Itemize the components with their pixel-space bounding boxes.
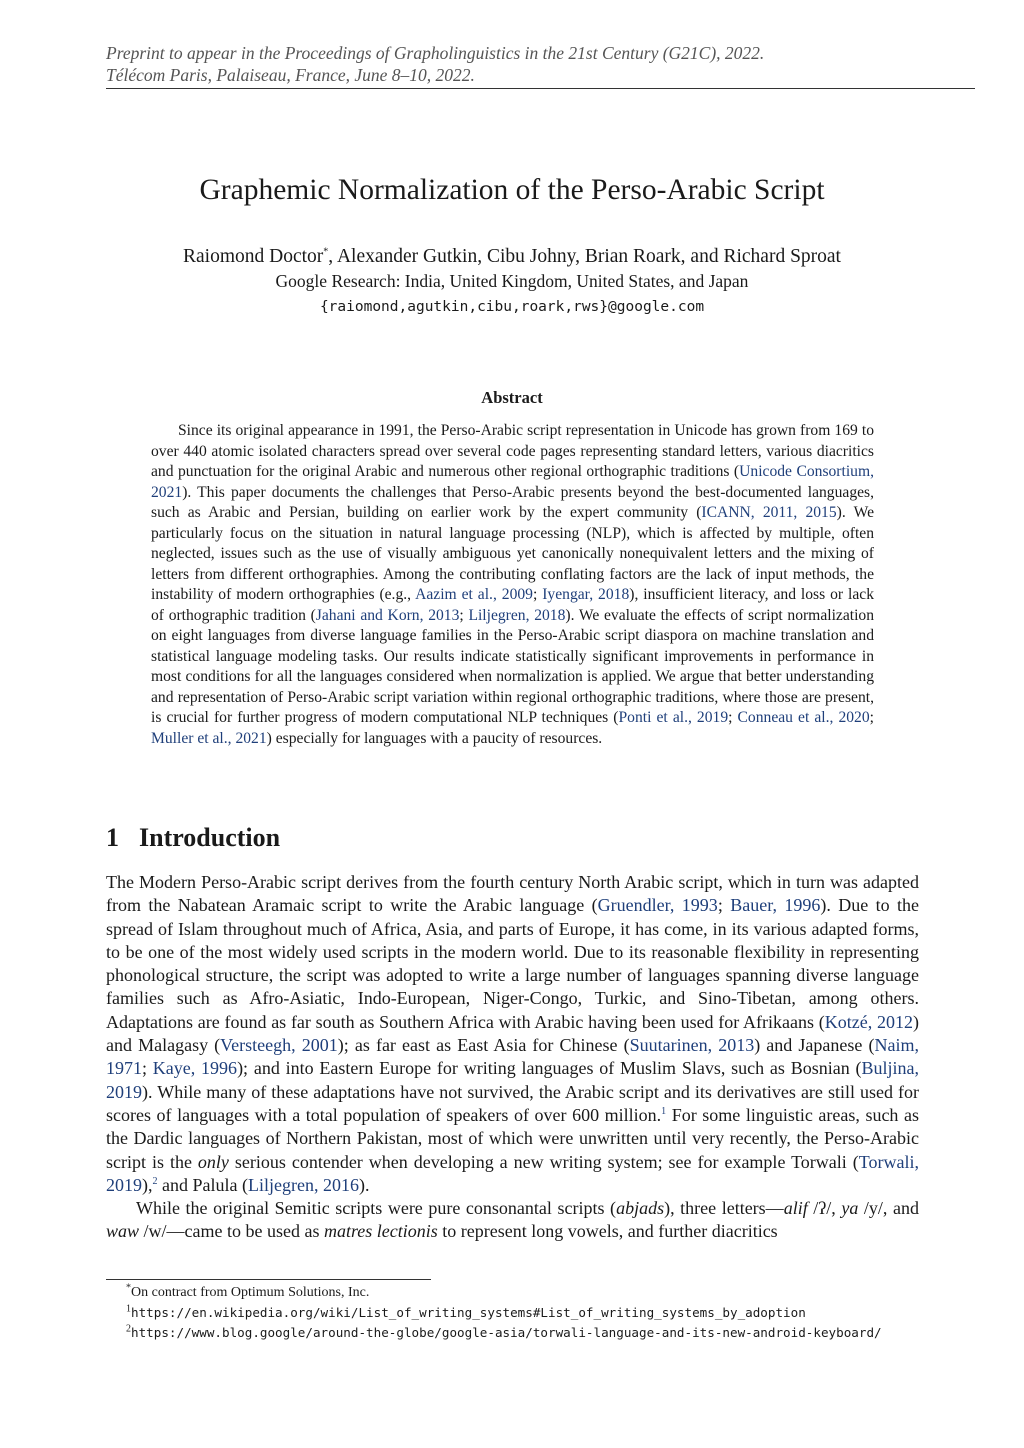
- running-header-line-2: Télécom Paris, Palaiseau, France, June 8–10, 2022.: [106, 65, 475, 85]
- citation-link[interactable]: Unicode Consortium, 2021: [151, 463, 874, 501]
- citation-link[interactable]: Iyengar, 2018: [542, 586, 630, 603]
- author-footnote-mark[interactable]: *: [323, 246, 329, 258]
- footnote-2: [126, 1324, 882, 1343]
- header-rule: [106, 88, 975, 89]
- citation-link[interactable]: Versteegh, 2001: [220, 1035, 338, 1056]
- body-text: For some linguistic areas, such as the Dardic languages of Northern Pakistan, most of which were unwritten until very recently, the Perso-Arabic script is the: [106, 1104, 919, 1172]
- body-text: ),: [142, 1174, 153, 1195]
- abstract-text: ;: [459, 606, 469, 624]
- body-text: to represent long vowels, and further diacritics: [437, 1221, 778, 1242]
- section-number: 1: [106, 823, 119, 852]
- paper-title: Graphemic Normalization of the Perso-Arabic Script: [199, 174, 825, 206]
- emphasis-text: alif: [783, 1198, 808, 1219]
- citation-link[interactable]: Torwali, 2019: [106, 1151, 919, 1195]
- citation-link[interactable]: Liljegren, 2016: [247, 1174, 359, 1195]
- section-heading-introduction: [106, 821, 706, 855]
- citation-link[interactable]: Ponti et al., 2019: [618, 709, 729, 726]
- body-text: /ʔ/,: [807, 1198, 842, 1219]
- citation-link[interactable]: Muller et al., 2021: [151, 729, 267, 747]
- citation-link[interactable]: Suutarinen, 2013: [629, 1035, 755, 1056]
- footnote-star: [126, 1284, 369, 1302]
- abstract-text: ) especially for languages with a paucity of resources.: [266, 729, 603, 747]
- emphasis-text: matres lectionis: [323, 1221, 438, 1242]
- body-text: /w/—came to be used as: [139, 1221, 324, 1242]
- abstract-text: ), insufficient literacy, and loss or lack of orthographic tradition (: [151, 586, 875, 624]
- body-text: While the original Semitic scripts were pure consonantal scripts (: [136, 1198, 617, 1219]
- body-text: serious contender when developing a new writing system; see for example Torwali (: [228, 1151, 859, 1172]
- author-rest: , Alexander Gutkin, Cibu Johny, Brian Roark, and Richard Sproat: [328, 246, 841, 267]
- emphasis-text: abjads: [616, 1198, 665, 1219]
- citation-link[interactable]: Naim, 1971: [106, 1035, 919, 1079]
- body-text: and Palula (: [157, 1174, 248, 1195]
- author-first: Raiomond Doctor: [183, 246, 324, 267]
- body-text: /y/, and: [858, 1198, 920, 1219]
- body-text: ) and Japanese (: [754, 1035, 875, 1056]
- footnote-url-link[interactable]: https://www.blog.google/around-the-globe/google-asia/torwali-language-and-its-new-android-keyboard/: [131, 1325, 882, 1340]
- citation-link[interactable]: Conneau et al., 2020: [737, 709, 870, 726]
- paragraph-2: [106, 1197, 919, 1244]
- body-text: ;: [142, 1058, 153, 1079]
- body-text: ;: [717, 895, 731, 916]
- footnote-mark: 2: [126, 1323, 131, 1335]
- section-title: Introduction: [139, 823, 281, 852]
- abstract-text: ;: [728, 709, 738, 726]
- footnote-mark: 1: [126, 1303, 131, 1315]
- abstract-text: Since its original appearance in 1991, the Perso-Arabic script representation in Unicode has grown from 169 to over 440 atomic isolated characters spread over several code pages representing standard letters, various diacritics and punctuation for the original Arabic and numerous other regional orthographic traditions (: [151, 422, 874, 480]
- body-text: ), three letters—: [664, 1198, 784, 1219]
- abstract-text: ;: [869, 709, 874, 726]
- body-text: The Modern Perso-Arabic script derives from the fourth century North Arabic script, which in turn was adapted from the Nabatean Aramaic script to write the Arabic language (: [106, 872, 919, 916]
- footnote-ref-1[interactable]: 1: [661, 1105, 667, 1117]
- introduction-body: [106, 871, 919, 1244]
- citation-link[interactable]: Jahani and Korn, 2013: [315, 606, 460, 624]
- running-header-line-1: Preprint to appear in the Proceedings of Grapholinguistics in the 21st Century (G21C), 2022.: [106, 43, 765, 63]
- citation-link[interactable]: Bauer, 1996: [730, 895, 821, 916]
- body-text: ) and Malagasy (: [106, 1011, 920, 1056]
- body-text: ); as far east as East Asia for Chinese (: [337, 1035, 630, 1056]
- abstract-text: ). This paper documents the challenges that Perso-Arabic presents beyond the best-documented languages, such as Arabic and Persian, building on earlier work by the expert community (: [151, 483, 874, 521]
- citation-link[interactable]: Buljina, 2019: [106, 1058, 919, 1102]
- abstract-text: ;: [532, 586, 543, 603]
- author-email[interactable]: {raiomond,agutkin,cibu,roark,rws}@google.com: [319, 299, 705, 315]
- citation-link[interactable]: Gruendler, 1993: [597, 895, 718, 916]
- affiliation: Google Research: India, United Kingdom, United States, and Japan: [275, 271, 749, 291]
- abstract-body: [151, 421, 874, 749]
- author-list: [0, 244, 1024, 270]
- footnote-url-link[interactable]: https://en.wikipedia.org/wiki/List_of_writing_systems#List_of_writing_systems_by_adoption: [131, 1305, 806, 1320]
- footnote-1: [126, 1304, 806, 1323]
- body-text: ); and into Eastern Europe for writing languages of Muslim Slavs, such as Bosnian (: [237, 1058, 862, 1079]
- footnote-text: On contract from Optimum Solutions, Inc.: [131, 1285, 370, 1300]
- citation-link[interactable]: Kotzé, 2012: [824, 1011, 914, 1032]
- body-text: ).: [358, 1174, 370, 1195]
- abstract-text: ). We evaluate the effects of script normalization on eight languages from diverse language families in the Perso-Arabic script diaspora on machine translation and statistical language modeling tasks. Our results indicate statistically significant improvements in performance in most conditions for all the languages considered when normalization is applied. We argue that better understanding and representation of Perso-Arabic script variation within regional orthographic traditions, where those are present, is crucial for further progress of modern computational NLP techniques (: [151, 606, 875, 726]
- citation-link[interactable]: Aazim et al., 2009: [415, 586, 533, 603]
- emphasis-text: only: [197, 1151, 229, 1172]
- footnote-ref-2[interactable]: 2: [152, 1175, 158, 1187]
- abstract-heading: Abstract: [481, 388, 543, 407]
- footnote-mark: *: [126, 1282, 131, 1294]
- body-text: ). While many of these adaptations have not survived, the Arabic script and its derivatives are still used for scores of languages with a total population of speakers of over 600 million.: [106, 1081, 919, 1125]
- body-text: ). Due to the spread of Islam throughout much of Africa, Asia, and parts of Europe, it has come, in its various adapted forms, to be one of the most widely used scripts in the modern world. Due to its reasonable flexibility in representing phonological structure, the script was adopted to write a large number of languages spanning diverse language families such as Afro-Asiatic, Indo-European, Niger-Congo, Turkic, and Sino-Tibetan, among others. Adaptations are found as far south as Southern Africa with Arabic having been used for Afrikaans (: [106, 895, 919, 1032]
- footnote-rule: [106, 1279, 431, 1280]
- abstract-text: ). We particularly focus on the situation in natural language processing (NLP), which is affected by multiple, often neglected, issues such as the use of visually ambiguous yet canonically nonequivalent letters and the mixing of letters from different orthographies. Among the contributing conflating factors are the lack of input methods, the instability of modern orthographies (e.g.,: [151, 504, 874, 603]
- citation-link[interactable]: Liljegren, 2018: [468, 606, 566, 624]
- running-header: [106, 42, 976, 86]
- emphasis-text: ya: [841, 1198, 859, 1219]
- citation-link[interactable]: ICANN, 2011, 2015: [701, 504, 837, 521]
- emphasis-text: waw: [106, 1221, 140, 1242]
- paragraph-1: [106, 871, 919, 1197]
- citation-link[interactable]: Kaye, 1996: [152, 1058, 238, 1079]
